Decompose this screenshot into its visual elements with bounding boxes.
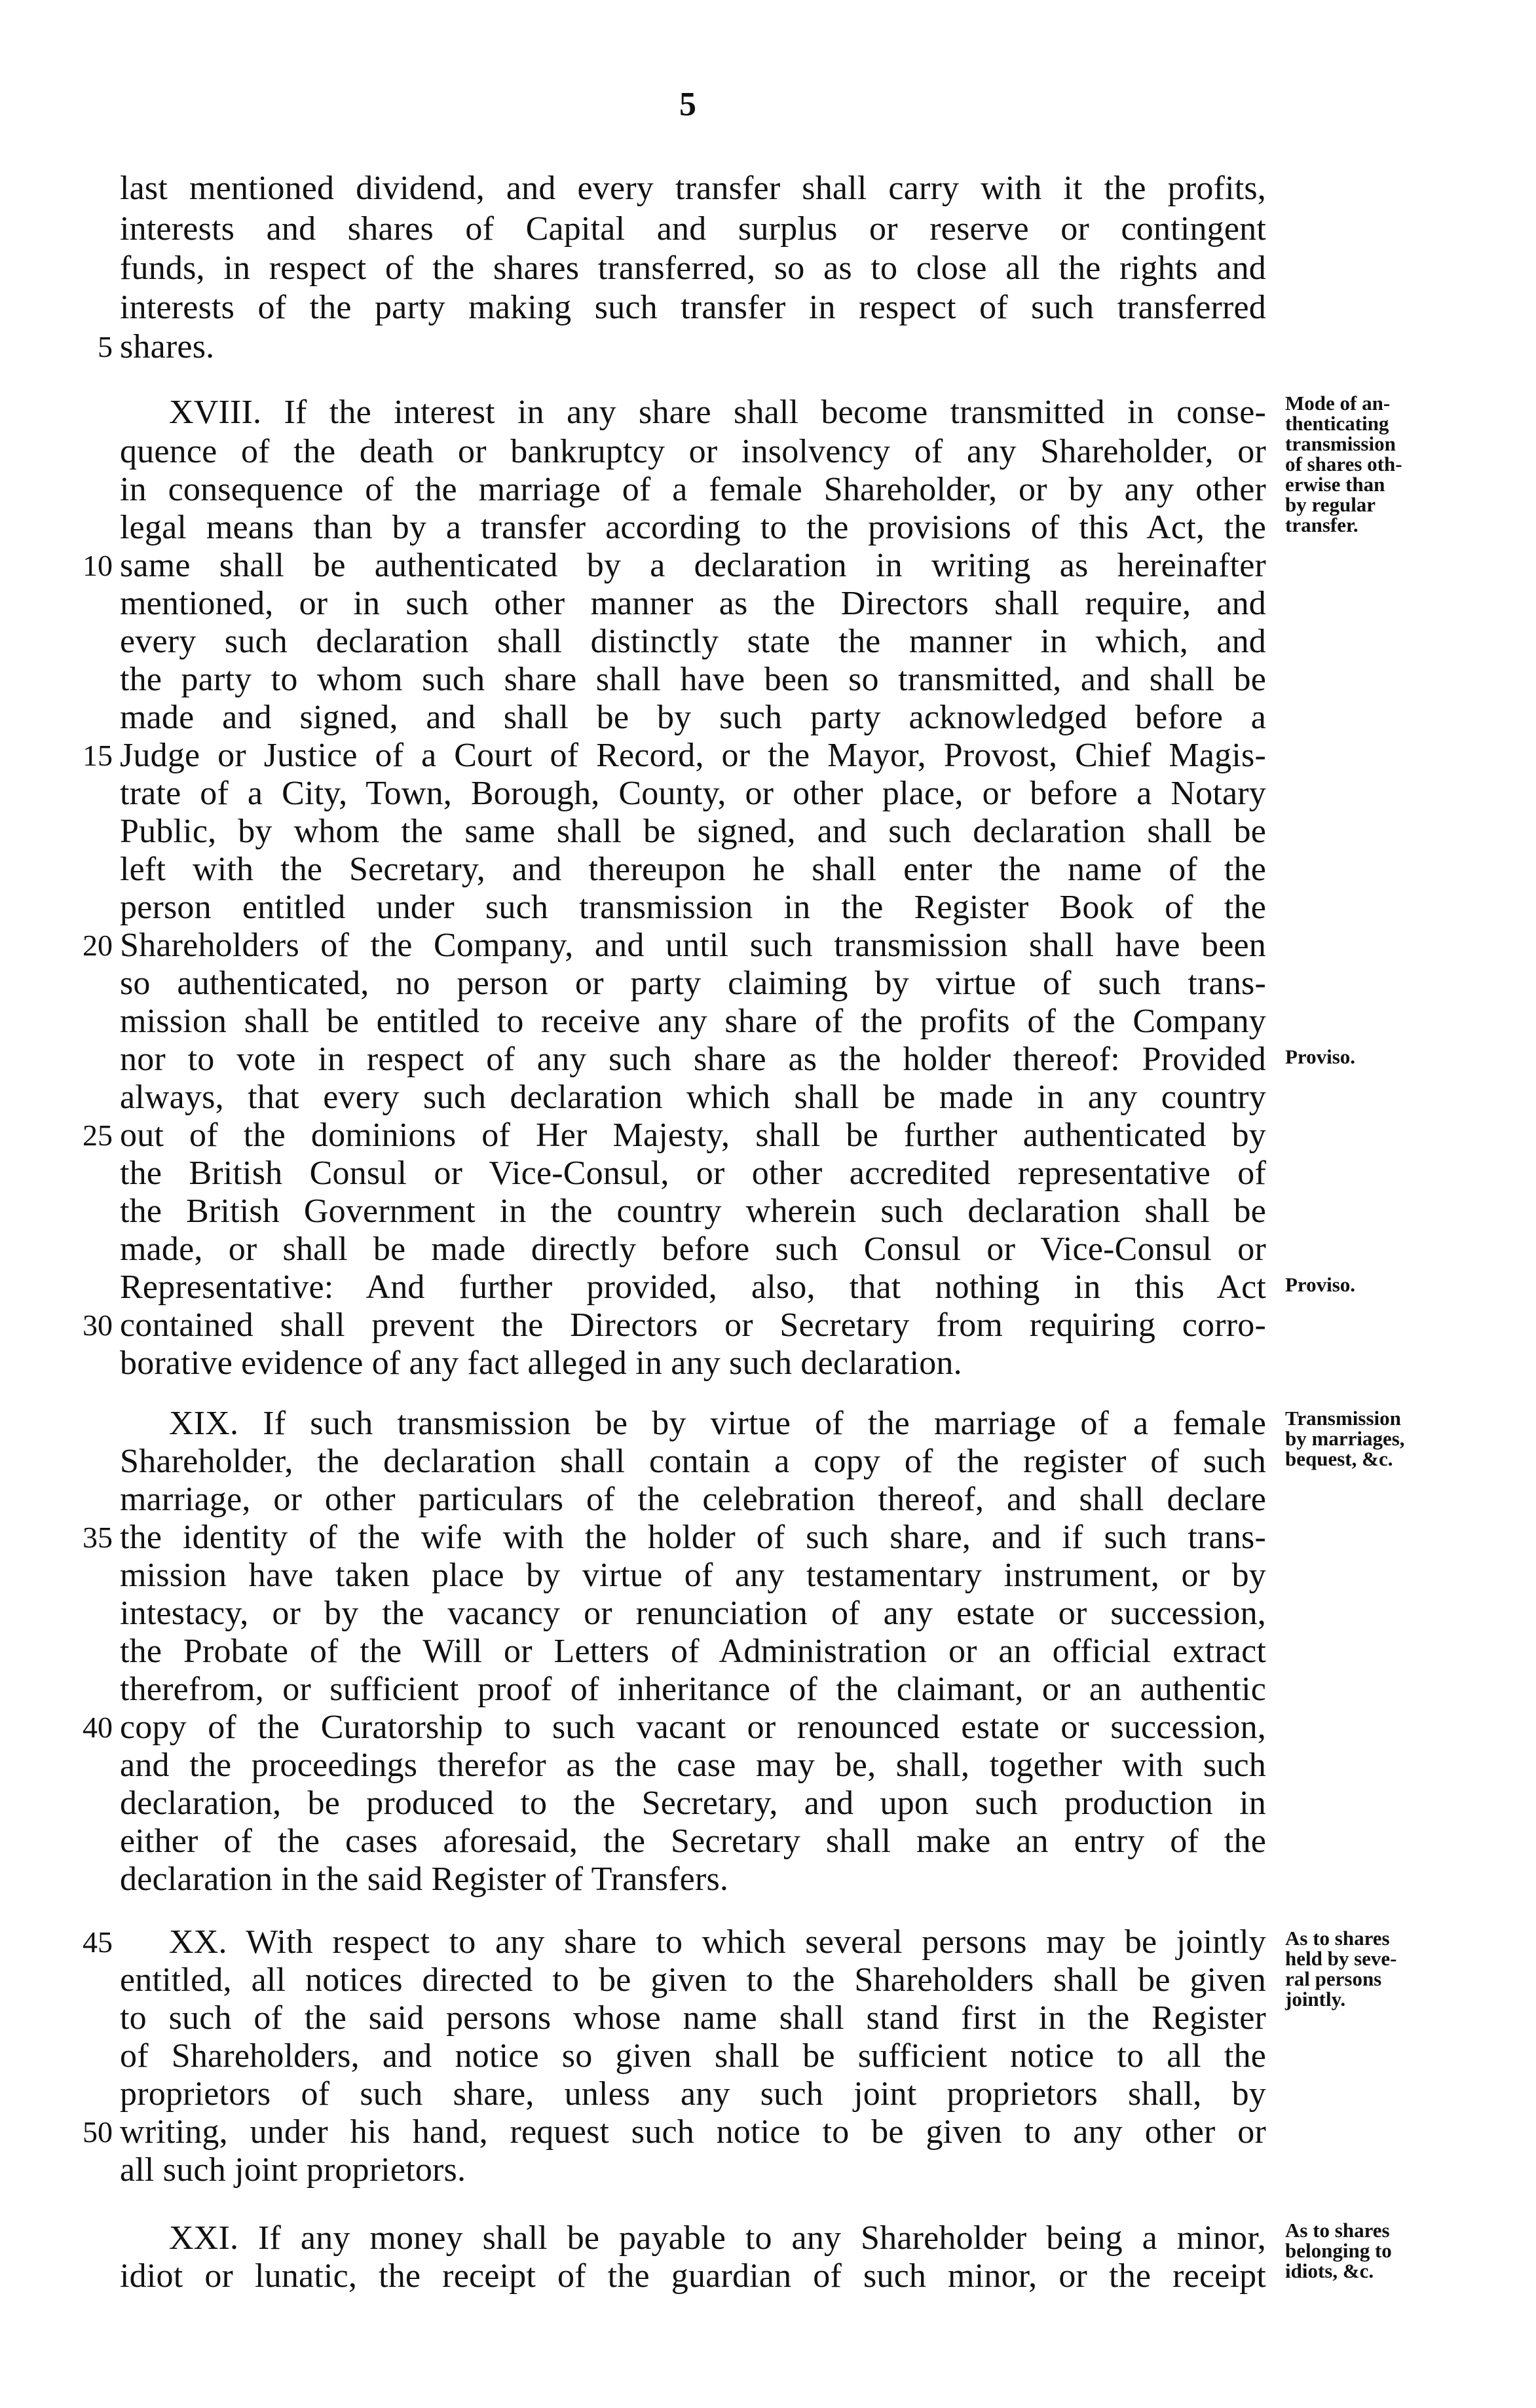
text-line: legal means than by a transfer according to the provisions of this Act, the — [120, 509, 1266, 546]
text-line: trate of a City, Town, Borough, County, or other place, or before a Notary — [120, 775, 1266, 812]
line-number: 10 — [83, 549, 113, 582]
text-line: out of the dominions of Her Majesty, shall be further authenticated by — [120, 1117, 1266, 1154]
text-line: quence of the death or bankruptcy or insolvency of any Shareholder, or — [120, 433, 1266, 470]
text-line: mission have taken place by virtue of any testamentary instrument, or by — [120, 1557, 1266, 1594]
text-line: the Probate of the Will or Letters of Administration or an official extract — [120, 1633, 1266, 1670]
text-line: contained shall prevent the Directors or Secretary from requiring corro- — [120, 1306, 1266, 1344]
margin-note: Mode of an- thenticating transmission of shares oth- erwise than by regular transfer. — [1285, 392, 1402, 536]
line-number: 20 — [83, 929, 113, 962]
text-line: copy of the Curatorship to such vacant or renounced estate or succession, — [120, 1709, 1266, 1746]
text-line: always, that every such declaration which shall be made in any country — [120, 1079, 1266, 1116]
text-line: intestacy, or by the vacancy or renunciation of any estate or succession, — [120, 1595, 1266, 1632]
text-line: made, or shall be made directly before such Consul or Vice-Consul or — [120, 1231, 1266, 1268]
text-line: writing, under his hand, request such notice to be given to any other or — [120, 2113, 1266, 2151]
text-line: entitled, all notices directed to be given to the Shareholders shall be given — [120, 1961, 1266, 1999]
text-line: shares. — [120, 328, 215, 365]
text-line: declaration, be produced to the Secretary, and upon such production in — [120, 1785, 1266, 1822]
line-number: 50 — [83, 2115, 113, 2149]
text-line: XVIII. If the interest in any share shall become transmitted in conse- — [169, 394, 1266, 431]
text-line: XX. With respect to any share to which several persons may be jointly — [169, 1923, 1266, 1961]
text-line: in consequence of the marriage of a female Shareholder, or by any other — [120, 471, 1266, 508]
line-number: 15 — [83, 739, 113, 772]
line-number: 5 — [98, 330, 113, 363]
text-line: nor to vote in respect of any such share as the holder thereof: Provided — [120, 1041, 1266, 1078]
text-line: the British Consul or Vice-Consul, or other accredited representative of — [120, 1155, 1266, 1192]
text-line: Shareholders of the Company, and until such transmission shall have been — [120, 927, 1266, 964]
line-number: 35 — [83, 1521, 113, 1554]
text-line: and the proceedings therefor as the case may be, shall, together with such — [120, 1747, 1266, 1784]
text-line: mentioned, or in such other manner as the Directors shall require, and — [120, 585, 1266, 622]
text-line: to such of the said persons whose name shall stand first in the Register — [120, 1999, 1266, 2037]
text-line: the identity of the wife with the holder of such share, and if such trans- — [120, 1519, 1266, 1556]
margin-note: Proviso. — [1285, 1273, 1356, 1296]
text-line: person entitled under such transmission in the Register Book of the — [120, 889, 1266, 926]
text-line: either of the cases aforesaid, the Secretary shall make an entry of the — [120, 1823, 1266, 1860]
margin-note: Proviso. — [1285, 1045, 1356, 1068]
text-line: all such joint proprietors. — [120, 2151, 466, 2189]
text-line: same shall be authenticated by a declaration in writing as hereinafter — [120, 547, 1266, 584]
text-line: so authenticated, no person or party claiming by virtue of such trans- — [120, 965, 1266, 1002]
text-line: last mentioned dividend, and every transfer shall carry with it the profits, — [120, 170, 1266, 207]
margin-note: Transmission by marriages, bequest, &c. — [1285, 1407, 1405, 1470]
margin-note: As to shares held by seve- ral persons jointly. — [1285, 1927, 1397, 2010]
text-line: therefrom, or sufficient proof of inheritance of the claimant, or an authentic — [120, 1671, 1266, 1708]
text-line: idiot or lunatic, the receipt of the guardian of such minor, or the receipt — [120, 2257, 1266, 2295]
line-number: 25 — [83, 1119, 113, 1152]
text-line: Judge or Justice of a Court of Record, or the Mayor, Provost, Chief Magis- — [120, 737, 1266, 774]
line-number: 40 — [83, 1711, 113, 1744]
text-line: every such declaration shall distinctly state the manner in which, and — [120, 623, 1266, 660]
text-line: interests and shares of Capital and surplus or reserve or contingent — [120, 210, 1266, 248]
text-line: Public, by whom the same shall be signed, and such declaration shall be — [120, 813, 1266, 850]
text-line: the British Government in the country wherein such declaration shall be — [120, 1193, 1266, 1230]
line-number: 45 — [83, 1925, 113, 1959]
text-line: made and signed, and shall be by such party acknowledged before a — [120, 699, 1266, 736]
text-line: Shareholder, the declaration shall contain a copy of the register of such — [120, 1443, 1266, 1480]
margin-note: As to shares belonging to idiots, &c. — [1285, 2219, 1392, 2282]
text-line: marriage, or other particulars of the celebration thereof, and shall declare — [120, 1481, 1266, 1518]
text-line: funds, in respect of the shares transferred, so as to close all the rights and — [120, 250, 1266, 287]
text-line: mission shall be entitled to receive any share of the profits of the Company — [120, 1003, 1266, 1040]
line-number: 30 — [83, 1308, 113, 1342]
text-line: XIX. If such transmission be by virtue of the marriage of a female — [169, 1405, 1266, 1442]
text-line: proprietors of such share, unless any such joint proprietors shall, by — [120, 2075, 1266, 2113]
text-line: declaration in the said Register of Transfers. — [120, 1861, 729, 1898]
text-line: borative evidence of any fact alleged in any such declaration. — [120, 1344, 962, 1382]
text-line: Representative: And further provided, also, that nothing in this Act — [120, 1269, 1266, 1306]
text-line: of Shareholders, and notice so given shall be sufficient notice to all the — [120, 2037, 1266, 2075]
text-line: the party to whom such share shall have been so transmitted, and shall be — [120, 661, 1266, 698]
text-line: left with the Secretary, and thereupon he shall enter the name of the — [120, 851, 1266, 888]
text-line: XXI. If any money shall be payable to any Shareholder being a minor, — [169, 2219, 1266, 2257]
page-number: 5 — [679, 86, 696, 123]
text-line: interests of the party making such transfer in respect of such transferred — [120, 289, 1266, 326]
